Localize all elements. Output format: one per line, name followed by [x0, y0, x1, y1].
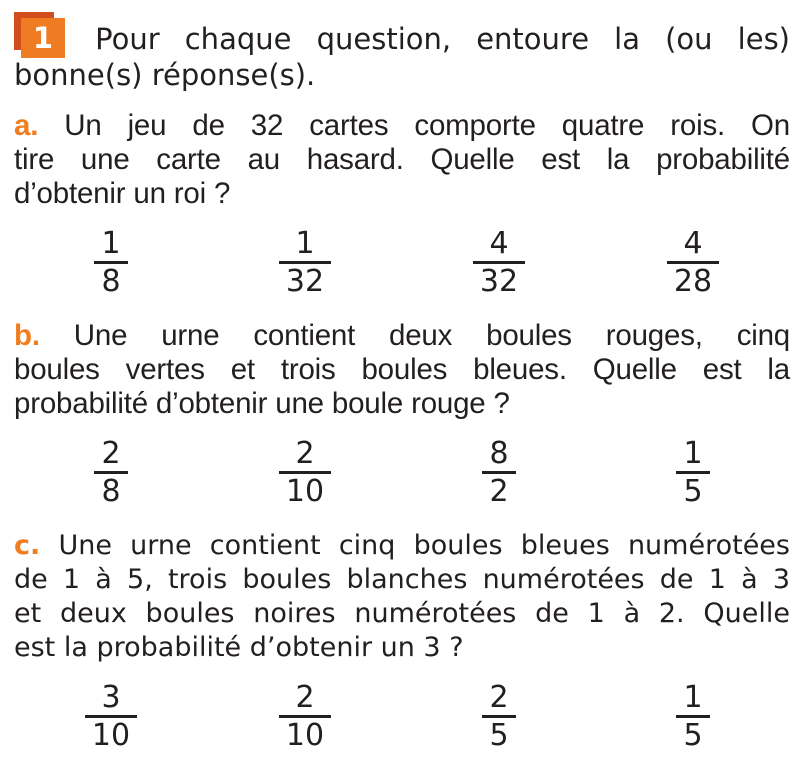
- fraction-numerator: 4: [489, 226, 509, 261]
- fraction-numerator: 1: [683, 680, 703, 715]
- fraction-denominator: 2: [489, 474, 509, 509]
- fraction-a3: [473, 228, 525, 297]
- fraction-b2: [279, 438, 331, 507]
- fraction-a1: [94, 228, 127, 297]
- fraction-denominator: 10: [91, 718, 131, 753]
- question-b-line-1: [14, 319, 790, 353]
- fraction-denominator: 32: [285, 264, 325, 299]
- question-a: [14, 109, 790, 211]
- fraction-c3: [482, 682, 515, 751]
- fraction-numerator: 2: [295, 680, 315, 715]
- fraction-denominator: 5: [683, 718, 703, 753]
- fraction-numerator: 2: [101, 436, 121, 471]
- fraction-b3: [482, 438, 515, 507]
- fraction-numerator: 4: [683, 226, 703, 261]
- fraction-b4: [676, 438, 709, 507]
- question-c: [14, 529, 790, 665]
- instruction-text-1: Pour chaque question, entoure la (ou les): [95, 22, 790, 56]
- answers-row-b: [14, 438, 790, 507]
- instruction-text-2: bonne(s) réponse(s).: [14, 58, 316, 92]
- fraction-denominator: 10: [285, 474, 325, 509]
- fraction-denominator: 5: [683, 474, 703, 509]
- fraction-numerator: 1: [295, 226, 315, 261]
- question-c-text-1: Une urne contient cinq boules bleues numérotées: [58, 530, 790, 561]
- question-b: [14, 319, 790, 421]
- question-c-line-3: et deux boules noires numérotées de 1 à 2. Quelle: [14, 598, 790, 629]
- question-b-line-2: boules vertes et trois boules bleues. Quelle est la: [14, 353, 790, 386]
- question-a-line-3: d’obtenir un roi ?: [14, 177, 231, 210]
- question-a-line-1: [14, 109, 790, 143]
- question-b-label: b.: [14, 319, 40, 352]
- question-b-text-1: Une urne contient deux boules rouges, cinq: [73, 319, 791, 352]
- question-b-line-3: probabilité d’obtenir une boule rouge ?: [14, 387, 510, 420]
- question-c-label: c.: [14, 530, 41, 561]
- question-c-line-4: est la probabilité d’obtenir un 3 ?: [14, 632, 464, 663]
- fraction-numerator: 2: [295, 436, 315, 471]
- exercise-number: 1: [32, 20, 54, 55]
- question-a-label: a.: [14, 109, 39, 142]
- question-c-line-2: de 1 à 5, trois boules blanches numérotées de 1 à 3: [14, 564, 790, 595]
- exercise-instruction: [14, 12, 790, 93]
- fraction-numerator: 1: [101, 226, 121, 261]
- answers-row-c: [14, 682, 790, 751]
- fraction-a2: [279, 228, 331, 297]
- fraction-numerator: 8: [489, 436, 509, 471]
- instruction-line-2: [14, 58, 790, 93]
- question-c-line-1: [14, 529, 790, 563]
- fraction-numerator: 3: [101, 680, 121, 715]
- fraction-c2: [279, 682, 331, 751]
- question-a-text-1: Un jeu de 32 cartes comporte quatre rois. On: [64, 109, 790, 142]
- question-a-line-2: tire une carte au hasard. Quelle est la probabilité: [14, 143, 790, 176]
- fraction-denominator: 32: [479, 264, 519, 299]
- badge-front-square: [21, 18, 65, 58]
- fraction-c4: [676, 682, 709, 751]
- fraction-denominator: 8: [101, 474, 121, 509]
- fraction-numerator: 2: [489, 680, 509, 715]
- fraction-numerator: 1: [683, 436, 703, 471]
- answers-row-a: [14, 228, 790, 297]
- fraction-c1: [85, 682, 137, 751]
- fraction-denominator: 28: [673, 264, 713, 299]
- fraction-denominator: 8: [101, 264, 121, 299]
- exercise-number-badge: [14, 12, 66, 58]
- fraction-b1: [94, 438, 127, 507]
- fraction-denominator: 10: [285, 718, 325, 753]
- instruction-line-1: [14, 12, 790, 58]
- fraction-a4: [667, 228, 719, 297]
- fraction-denominator: 5: [489, 718, 509, 753]
